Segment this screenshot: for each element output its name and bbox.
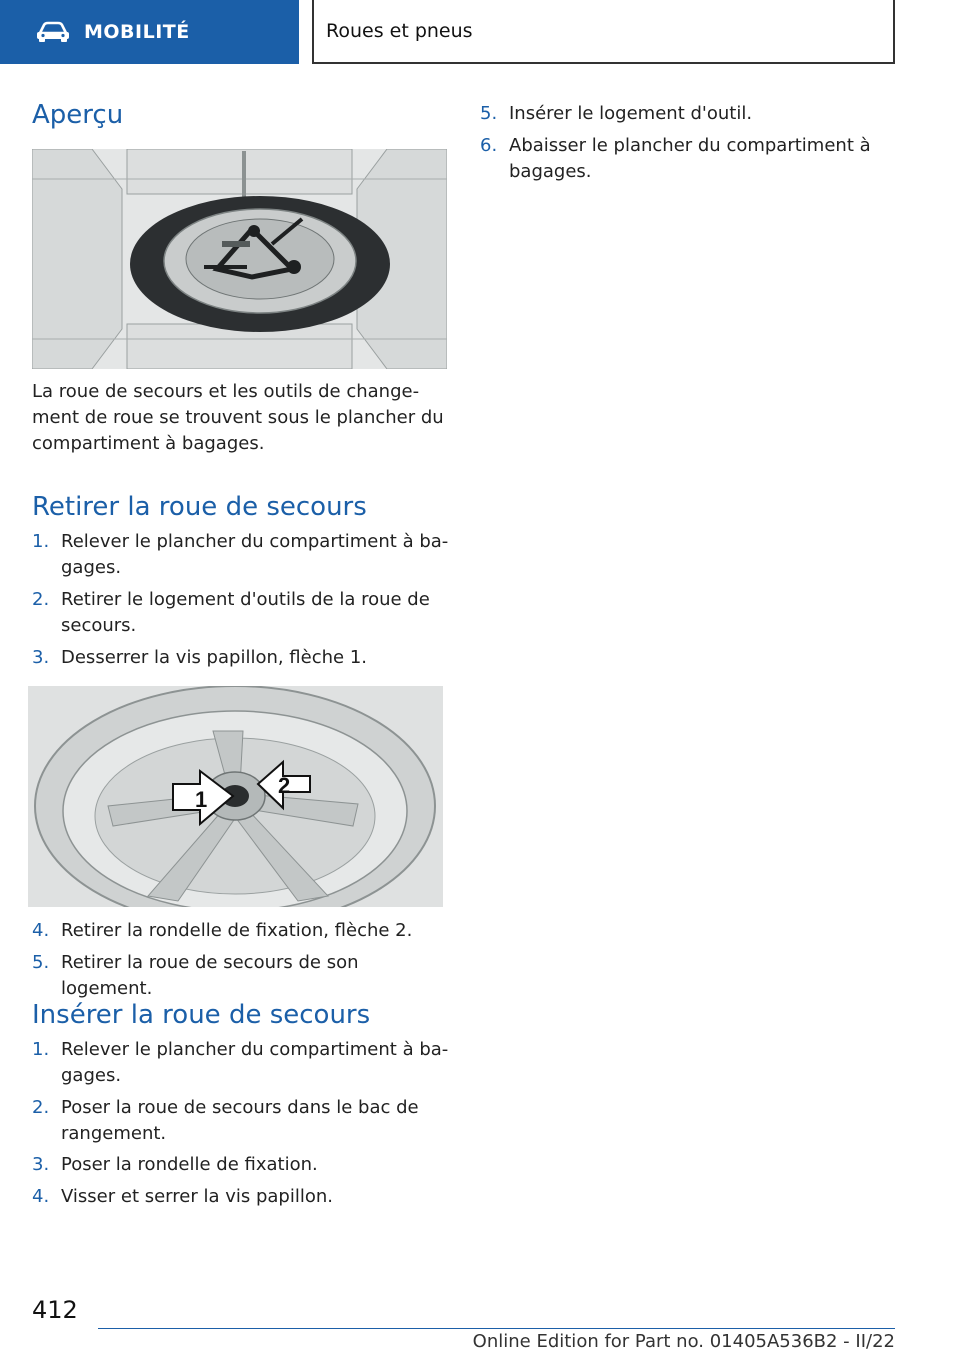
step-text: Poser la rondelle de fixation. <box>61 1154 318 1175</box>
step-text: bagages. <box>509 161 592 182</box>
list-item <box>32 1152 452 1178</box>
step-number: 1. <box>32 531 50 552</box>
footer-divider <box>98 1328 895 1329</box>
step-number: 1. <box>32 1039 50 1060</box>
step-text: Relever le plancher du compartiment à ba- <box>61 1039 449 1060</box>
list-item <box>32 529 452 581</box>
heading-inserer: Insérer la roue de secours <box>32 1000 371 1030</box>
step-number: 4. <box>32 1186 50 1207</box>
description-line-2: ment de roue se trouvent sous le plancher du <box>32 407 444 428</box>
step-text: Retirer la roue de secours de son logement. <box>61 952 359 999</box>
step-number: 2. <box>32 589 50 610</box>
step-number: 5. <box>32 952 50 973</box>
step-text: gages. <box>61 1065 122 1086</box>
step-text: Retirer le logement d'outils de la roue de <box>61 589 430 610</box>
description-line-3: compartiment à bagages. <box>32 433 265 454</box>
step-text: Poser la roue de secours dans le bac de <box>61 1097 419 1118</box>
arrow-label-1: 1 <box>195 787 208 812</box>
list-item <box>32 918 452 944</box>
list-item <box>32 645 452 671</box>
car-icon <box>36 21 70 43</box>
list-item <box>32 950 452 999</box>
footer-edition: Online Edition for Part no. 01405A536B2 - II/22 <box>472 1331 895 1352</box>
step-text: Relever le plancher du compartiment à ba- <box>61 531 449 552</box>
step-number: 4. <box>32 920 50 941</box>
section-tab[interactable] <box>0 0 299 64</box>
list-item <box>32 587 452 639</box>
description-line-1: La roue de secours et les outils de change- <box>32 381 420 402</box>
step-number: 6. <box>480 135 498 156</box>
heading-apercu: Aperçu <box>32 100 124 130</box>
step-number: 3. <box>32 647 50 668</box>
list-item <box>32 1184 452 1210</box>
list-item <box>32 1037 452 1089</box>
step-text: Desserrer la vis papillon, flèche 1. <box>61 647 367 668</box>
step-text: gages. <box>61 557 122 578</box>
trunk-illustration <box>32 149 447 369</box>
heading-retirer: Retirer la roue de secours <box>32 492 367 522</box>
page-number: 412 <box>32 1296 78 1324</box>
step-number: 2. <box>32 1097 50 1118</box>
arrow-label-2: 2 <box>278 773 291 798</box>
list-item <box>32 1095 452 1147</box>
chapter-header <box>312 0 895 64</box>
list-item <box>480 133 900 185</box>
figure-trunk-spare-wheel <box>32 149 447 369</box>
step-text: secours. <box>61 615 137 636</box>
step-text: Visser et serrer la vis papillon. <box>61 1186 333 1207</box>
list-item <box>480 101 900 127</box>
step-text: Abaisser le plancher du compartiment à <box>509 135 871 156</box>
wheel-illustration <box>28 686 443 907</box>
step-text: Insérer le logement d'outil. <box>509 103 753 124</box>
step-text: Retirer la rondelle de fixation, flèche 2. <box>61 920 413 941</box>
figure-wing-screw <box>28 686 443 907</box>
step-text: rangement. <box>61 1123 167 1144</box>
section-title: MOBILITÉ <box>84 21 190 43</box>
step-number: 5. <box>480 103 498 124</box>
step-number: 3. <box>32 1154 50 1175</box>
chapter-title: Roues et pneus <box>326 20 473 42</box>
